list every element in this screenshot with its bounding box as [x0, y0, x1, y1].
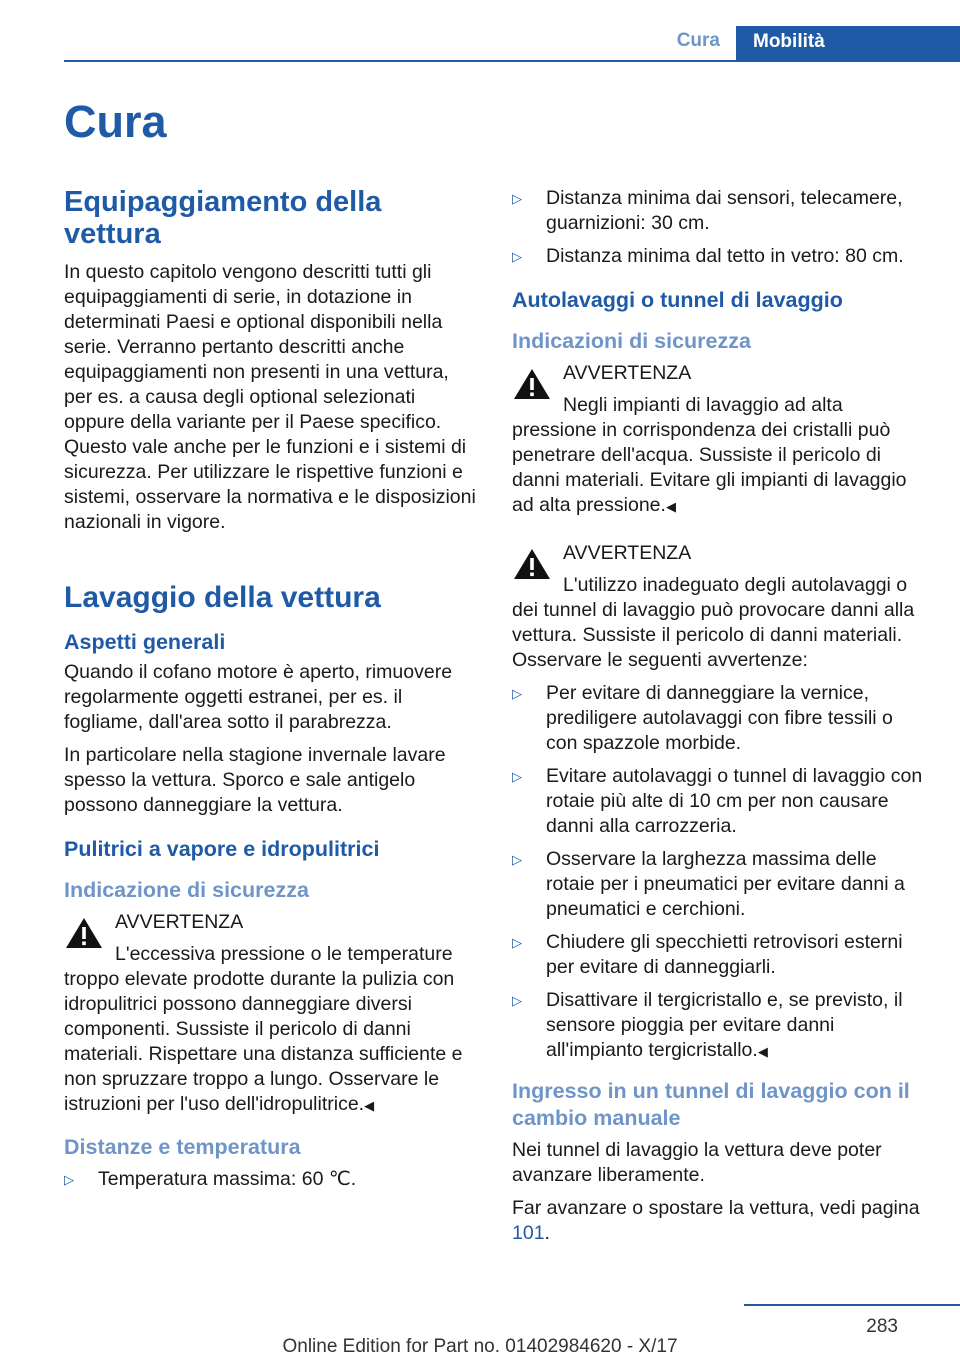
- footer-rule: [744, 1304, 960, 1306]
- warning-text: Negli impianti di lavaggio ad alta pressione in corrispondenza dei cristalli può penetrare dell'acqua. Sussiste il pericolo di danni materiali. Evitare gli impianti di lavaggio ad alta pressione.◀: [512, 394, 907, 516]
- warning-triangle-icon: [512, 367, 552, 401]
- list-item: ▷ Osservare la larghezza massima delle rotaie per i pneumatici per evitare danni a pneumatici e cerchioni.: [512, 848, 905, 920]
- header-section-label: Cura: [676, 30, 720, 51]
- triangle-right-icon: ▷: [512, 686, 522, 701]
- heading-indicazione-sicurezza: Indicazione di sicurezza: [64, 878, 309, 902]
- page-number: 283: [866, 1316, 898, 1337]
- heading-aspetti-generali: Aspetti generali: [64, 630, 226, 654]
- bullet-list-avvertenze: [512, 681, 928, 1064]
- paragraph-equipaggiamento: In questo capitolo vengono descritti tutti gli equipaggiamenti di serie, in dotazione in determinati Paesi e optional disponibili nella serie. Verranno pertanto descritti anche equipaggiamenti non presenti in una vettura, per es. a causa degli optional selezionati oppure della variante per il Paese specifico. Questo vale anche per le funzioni e i sistemi di sicurezza. Per utilizzare le rispettive funzioni e sistemi, osservare la normativa e le disposizioni nazionali in vigore.: [64, 261, 476, 533]
- left-column: [64, 186, 476, 1200]
- triangle-right-icon: ▷: [512, 935, 522, 950]
- bullet-list-temperatura: [64, 1167, 476, 1192]
- paragraph-ingresso-1: Nei tunnel di lavaggio la vettura deve poter avanzare liberamente.: [512, 1139, 882, 1186]
- triangle-right-icon: ▷: [512, 769, 522, 784]
- warning-text: L'utilizzo inadeguato degli autolavaggi o dei tunnel di lavaggio può provocare danni alla vettura. Sussiste il pericolo di danni materiali. Osservare le seguenti avvertenze:: [512, 574, 915, 671]
- warning-box-alta-pressione: [512, 361, 928, 519]
- heading-indicazioni-sicurezza: Indicazioni di sicurezza: [512, 329, 751, 353]
- list-item: ▷ Temperatura massima: 60 ℃.: [64, 1168, 357, 1190]
- heading-autolavaggi: Autolavaggi o tunnel di lavaggio: [512, 288, 843, 312]
- heading-ingresso-tunnel: Ingresso in un tunnel di lavaggio con il cambio manuale: [512, 1079, 910, 1130]
- bullet-list-distanze: [512, 186, 928, 269]
- list-item: ▷ Distanza minima dai sensori, telecamere, guarnizioni: 30 cm.: [512, 187, 903, 234]
- warning-box-autolavaggi: [512, 541, 928, 673]
- header-rule: [64, 60, 960, 62]
- triangle-right-icon: ▷: [512, 191, 522, 206]
- triangle-right-icon: ▷: [512, 852, 522, 867]
- warning-box-idropulitrici: [64, 910, 476, 1118]
- triangle-right-icon: ▷: [64, 1172, 74, 1187]
- triangle-right-icon: ▷: [512, 249, 522, 264]
- warning-title: AVVERTENZA: [563, 542, 692, 564]
- edition-note: Online Edition for Part no. 01402984620 - X/17: [282, 1336, 678, 1357]
- page-link[interactable]: 101: [512, 1222, 545, 1244]
- header-chapter-tab: Mobilità: [736, 26, 960, 62]
- paragraph-aspetti-1: Quando il cofano motore è aperto, rimuovere regolarmente oggetti estranei, per es. il fogliame, dall'area sotto il parabrezza.: [64, 661, 453, 733]
- heading-lavaggio: Lavaggio della vettura: [64, 581, 381, 614]
- warning-text: L'eccessiva pressione o le temperature troppo elevate prodotte durante la pulizia con idropulitrici possono danneggiare diversi componenti. Sussiste il pericolo di danni materiali. Rispettare una distanza sufficiente e non spruzzare troppo a lungo. Osservare le istruzioni per l'uso dell'idropulitrice.◀: [64, 943, 463, 1115]
- page-title: Cura: [64, 96, 167, 147]
- paragraph-aspetti-2: In particolare nella stagione invernale lavare spesso la vettura. Sporco e sale antigelo possono danneggiare la vettura.: [64, 744, 446, 816]
- warning-triangle-icon: [64, 916, 104, 950]
- list-item: ▷ Distanza minima dal tetto in vetro: 80 cm.: [512, 245, 904, 267]
- warning-title: AVVERTENZA: [115, 911, 244, 933]
- list-item: ▷ Per evitare di danneggiare la vernice, prediligere autolavaggi con fibre tessili o con spazzole morbide.: [512, 682, 893, 754]
- heading-distanze: Distanze e temperatura: [64, 1135, 301, 1159]
- warning-triangle-icon: [512, 547, 552, 581]
- end-mark: ◀: [364, 1098, 375, 1113]
- triangle-right-icon: ▷: [512, 993, 522, 1008]
- right-column: [512, 186, 928, 1254]
- heading-pulitrici: Pulitrici a vapore e idropulitrici: [64, 837, 380, 861]
- list-item: ▷ Evitare autolavaggi o tunnel di lavaggio con rotaie più alte di 10 cm per non causare danni alla carrozzeria.: [512, 765, 923, 837]
- list-item: ▷ Disattivare il tergicristallo e, se previsto, il sensore pioggia per evitare danni all'impianto tergicristallo.◀: [512, 989, 903, 1061]
- list-item: ▷ Chiudere gli specchietti retrovisori esterni per evitare di danneggiarli.: [512, 931, 903, 978]
- end-mark: ◀: [757, 1044, 768, 1059]
- warning-title: AVVERTENZA: [563, 362, 692, 384]
- paragraph-ingresso-2: Far avanzare o spostare la vettura, vedi pagina 101.: [512, 1197, 920, 1244]
- heading-equipaggiamento: Equipaggiamento della vettura: [64, 186, 382, 250]
- end-mark: ◀: [665, 499, 676, 514]
